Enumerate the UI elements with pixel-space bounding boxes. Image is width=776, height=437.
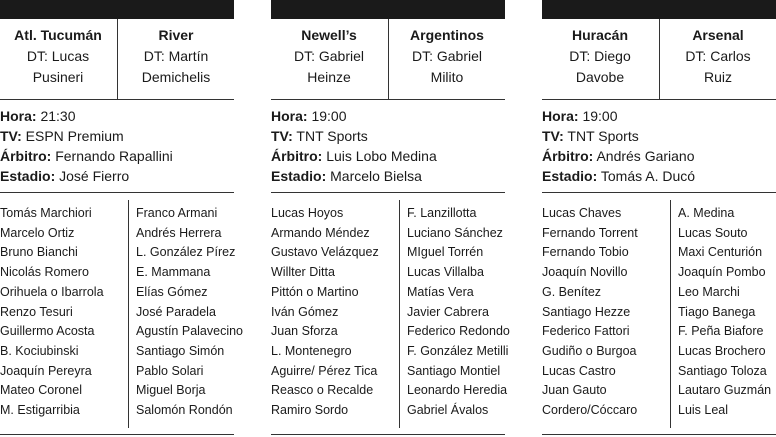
stadium-row [0, 166, 234, 186]
arbitro-label: Árbitro: [271, 148, 323, 164]
hora-label: Hora: [0, 108, 37, 124]
player-name: Mateo Coronel [0, 383, 82, 398]
player-name: Joaquín Pereyra [0, 363, 92, 378]
player-name: Fernando Tobio [542, 245, 629, 260]
tv-value: TNT Sports [567, 128, 639, 144]
player-name: Leo Marchi [678, 284, 740, 299]
player-name: Elías Gómez [136, 284, 208, 299]
tv-row [542, 126, 776, 146]
player-name: Armando Méndez [271, 225, 370, 240]
player-name: Nicolás Romero [0, 265, 89, 280]
player-name: Juan Gauto [542, 383, 607, 398]
player-name: Gudiño o Burgoa [542, 343, 637, 358]
panel-header-bar [542, 0, 776, 19]
player-name: M. Estigarribia [0, 403, 80, 418]
teams-divider [117, 19, 118, 99]
arbitro-label: Árbitro: [542, 148, 594, 164]
teams-divider [659, 19, 660, 99]
player-name: Lucas Villalba [407, 265, 484, 280]
player-name: B. Kociubinski [0, 343, 79, 358]
player-name: Franco Armani [136, 206, 218, 220]
player-name: Tiago Banega [678, 304, 756, 319]
lineup-divider [399, 200, 400, 428]
estadio-label: Estadio: [542, 168, 598, 184]
home-team [542, 19, 658, 99]
player-name: Lucas Souto [678, 225, 748, 240]
player-name: José Paradela [136, 304, 216, 319]
away-lineup [678, 204, 771, 421]
tv-row [271, 126, 505, 146]
away-lineup [136, 204, 243, 421]
home-team [271, 19, 387, 99]
player-name: Marcelo Ortiz [0, 225, 75, 240]
player-name: Leonardo Heredia [407, 383, 508, 398]
match-info [0, 106, 234, 186]
home-lineup [271, 204, 379, 421]
player-name: Gabriel Ávalos [407, 403, 489, 418]
player-name: Joaquín Pombo [678, 265, 766, 280]
team-name: Arsenal [692, 27, 744, 43]
hora-value: 21:30 [40, 108, 76, 124]
player-name: F. Lanzillotta [407, 206, 477, 220]
panel-header-bar [0, 0, 234, 19]
coach-line: Demichelis [141, 69, 211, 85]
estadio-value: Marcelo Bielsa [330, 168, 422, 184]
lineup-divider [670, 200, 671, 428]
coach-line: DT: Carlos [685, 48, 751, 64]
player-name: Willter Ditta [271, 265, 335, 280]
coach-line: Ruiz [703, 69, 732, 85]
team-name: River [158, 27, 194, 43]
player-name: Fernando Torrent [542, 225, 638, 240]
player-name: Federico Redondo [407, 324, 510, 339]
away-team [118, 19, 234, 99]
player-name: Lucas Castro [542, 363, 616, 378]
player-name: Santiago Toloza [678, 363, 767, 378]
player-name: Reasco o Recalde [271, 383, 374, 398]
divider [542, 434, 776, 435]
coach-line: DT: Gabriel [411, 48, 483, 64]
divider [271, 99, 505, 100]
player-name: Agustín Palavecino [136, 324, 244, 339]
tv-row [0, 126, 234, 146]
player-name: Miguel Borja [136, 383, 206, 398]
player-name: G. Benítez [542, 284, 602, 299]
player-name: E. Mammana [136, 265, 211, 280]
player-name: Iván Gómez [271, 304, 339, 319]
coach-line: DT: Martín [143, 48, 209, 64]
player-name: Bruno Bianchi [0, 245, 78, 260]
hora-label: Hora: [271, 108, 308, 124]
estadio-value: José Fierro [59, 168, 130, 184]
hora-value: 19:00 [311, 108, 347, 124]
estadio-label: Estadio: [271, 168, 327, 184]
arbitro-value: Luis Lobo Medina [326, 148, 437, 164]
player-name: Orihuela o Ibarrola [0, 284, 104, 299]
referee-row [0, 146, 234, 166]
match-panel [271, 0, 510, 437]
player-name: Tomás Marchiori [0, 206, 92, 220]
player-name: Aguirre/ Pérez Tica [271, 363, 378, 378]
hora-label: Hora: [542, 108, 579, 124]
time-row [271, 106, 505, 126]
divider [0, 434, 234, 435]
tv-value: ESPN Premium [25, 128, 124, 144]
tv-label: TV: [542, 128, 564, 144]
time-row [542, 106, 776, 126]
player-name: Pablo Solari [136, 363, 204, 378]
player-name: Luis Leal [678, 403, 729, 418]
match-info [542, 106, 776, 186]
player-name: Pittón o Martino [271, 284, 359, 299]
panel-header-bar [271, 0, 505, 19]
player-name: F. Peña Biafore [678, 324, 764, 339]
player-name: Lucas Chaves [542, 206, 622, 220]
player-name: Maxi Centurión [678, 245, 763, 260]
teams-divider [388, 19, 389, 99]
player-name: Lucas Brochero [678, 343, 766, 358]
home-lineup [0, 204, 104, 421]
coach-line: DT: Diego [569, 48, 631, 64]
team-name: Atl. Tucumán [14, 27, 102, 43]
lineup-divider [128, 200, 129, 428]
player-name: A. Medina [678, 206, 735, 220]
divider [271, 192, 505, 193]
player-name: Salomón Rondón [136, 403, 233, 418]
player-name: Javier Cabrera [407, 304, 489, 319]
match-info [271, 106, 505, 186]
player-name: Santiago Simón [136, 343, 225, 358]
team-name: Argentinos [410, 27, 484, 43]
player-name: Renzo Tesuri [0, 304, 73, 319]
stadium-row [271, 166, 505, 186]
player-name: MIguel Torrén [407, 245, 484, 260]
estadio-value: Tomás A. Ducó [600, 168, 696, 184]
player-name: Joaquín Novillo [542, 265, 628, 280]
home-lineup [542, 204, 638, 421]
divider [542, 99, 776, 100]
coach-line: Pusineri [32, 69, 84, 85]
away-lineup [407, 204, 510, 421]
arbitro-value: Fernando Rapallini [55, 148, 173, 164]
match-panel [542, 0, 776, 437]
player-name: Cordero/Cóccaro [542, 403, 638, 418]
time-row [0, 106, 234, 126]
hora-value: 19:00 [582, 108, 618, 124]
coach-line: DT: Lucas [26, 48, 90, 64]
player-name: Federico Fattori [542, 324, 630, 339]
player-name: Santiago Hezze [542, 304, 631, 319]
divider [271, 434, 505, 435]
player-name: Gustavo Velázquez [271, 245, 379, 260]
coach-line: Milito [430, 69, 464, 85]
player-name: Lucas Hoyos [271, 206, 344, 220]
player-name: Ramiro Sordo [271, 403, 349, 418]
referee-row [542, 146, 776, 166]
player-name: F. González Metilli [407, 343, 509, 358]
divider [542, 192, 776, 193]
player-name: Andrés Herrera [136, 225, 222, 240]
player-name: Lautaro Guzmán [678, 383, 772, 398]
arbitro-label: Árbitro: [0, 148, 52, 164]
player-name: L. González Pírez [136, 245, 236, 260]
divider [0, 99, 234, 100]
referee-row [271, 146, 505, 166]
divider [0, 192, 234, 193]
arbitro-value: Andrés Gariano [596, 148, 695, 164]
tv-label: TV: [271, 128, 293, 144]
away-team [660, 19, 776, 99]
tv-value: TNT Sports [296, 128, 368, 144]
home-team [0, 19, 116, 99]
team-name: Huracán [571, 27, 629, 43]
stadium-row [542, 166, 776, 186]
player-name: Guillermo Acosta [0, 324, 95, 339]
tv-label: TV: [0, 128, 22, 144]
coach-line: Heinze [307, 69, 351, 85]
away-team [389, 19, 505, 99]
coach-line: Davobe [575, 69, 625, 85]
team-name: Newell’s [301, 27, 357, 43]
player-name: Juan Sforza [271, 324, 338, 339]
match-panel [0, 0, 244, 437]
coach-line: DT: Gabriel [293, 48, 365, 64]
player-name: Luciano Sánchez [407, 225, 503, 240]
player-name: Santiago Montiel [407, 363, 501, 378]
player-name: Matías Vera [407, 284, 474, 299]
estadio-label: Estadio: [0, 168, 56, 184]
player-name: L. Montenegro [271, 343, 352, 358]
